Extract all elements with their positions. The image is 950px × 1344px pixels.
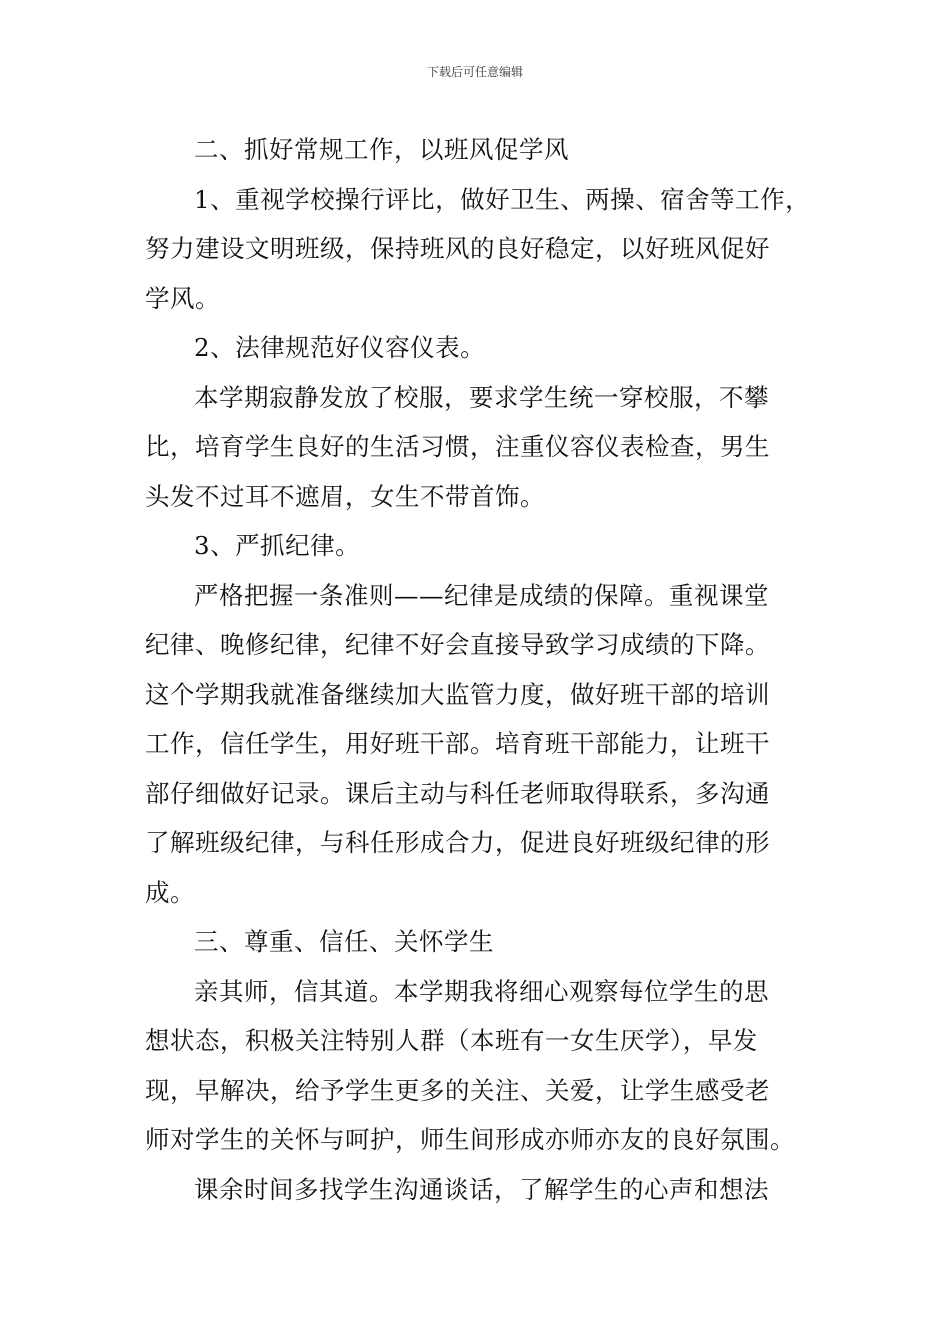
text-line: 现，早解决，给予学生更多的关注、关爱，让学生感受老 [145,1075,770,1105]
paragraph-discipline [145,571,810,918]
paragraph-care [145,967,810,1165]
text-line: 这个学期我就准备继续加大监管力度，做好班干部的培训 [145,679,770,709]
section-heading-3 [145,917,810,967]
paragraph-item-1 [145,175,810,324]
text-line: 师对学生的关怀与呵护，师生间形成亦师亦友的良好氛围。 [145,1125,795,1154]
text-line: 比，培育学生良好的生活习惯，注重仪容仪表检查，男生 [145,432,770,461]
text-line: 三、尊重、信任、关怀学生 [194,927,494,956]
text-line: 二、抓好常规工作，以班风促学风 [194,135,569,164]
text-line: 工作，信任学生，用好班干部。培育班干部能力，让班干 [145,729,770,758]
text-line: 纪律、晚修纪律，纪律不好会直接导致学习成绩的下降。 [145,630,770,659]
paragraph-item-2-heading [145,323,810,373]
text-line: 课余时间多找学生沟通谈话，了解学生的心声和想法 [194,1174,769,1204]
text-line: 2、法律规范好仪容仪表。 [194,333,486,362]
text-line: 想状态，积极关注特别人群（本班有一女生厌学），早发 [145,1026,758,1055]
section-heading-2 [145,125,810,175]
paragraph-uniform [145,373,810,522]
text-line: 学风。 [145,283,220,313]
paragraph-item-3-heading [145,521,810,571]
text-line: 努力建设文明班级，保持班风的良好稳定，以好班风促好 [145,234,770,263]
text-line: 本学期寂静发放了校服，要求学生统一穿校服，不攀 [194,382,769,412]
document-body [145,125,810,1214]
text-line: 了解班级纪律，与科任形成合力，促进良好班级纪律的形 [145,828,770,857]
text-line: 严格把握一条准则——纪律是成绩的保障。重视课堂 [194,580,769,610]
text-line: 头发不过耳不遮眉，女生不带首饰。 [145,481,545,511]
text-line: 3、严抓纪律。 [194,531,361,560]
text-line: 亲其师，信其道。本学期我将细心观察每位学生的思 [194,976,769,1006]
page-header: 下载后可任意编辑 [426,65,523,79]
text-line: 1、重视学校操行评比，做好卫生、两操、宿舍等工作， [194,184,811,214]
text-line: 成。 [145,877,195,907]
paragraph-communication [145,1165,810,1215]
text-line: 部仔细做好记录。课后主动与科任老师取得联系，多沟通 [145,778,770,808]
